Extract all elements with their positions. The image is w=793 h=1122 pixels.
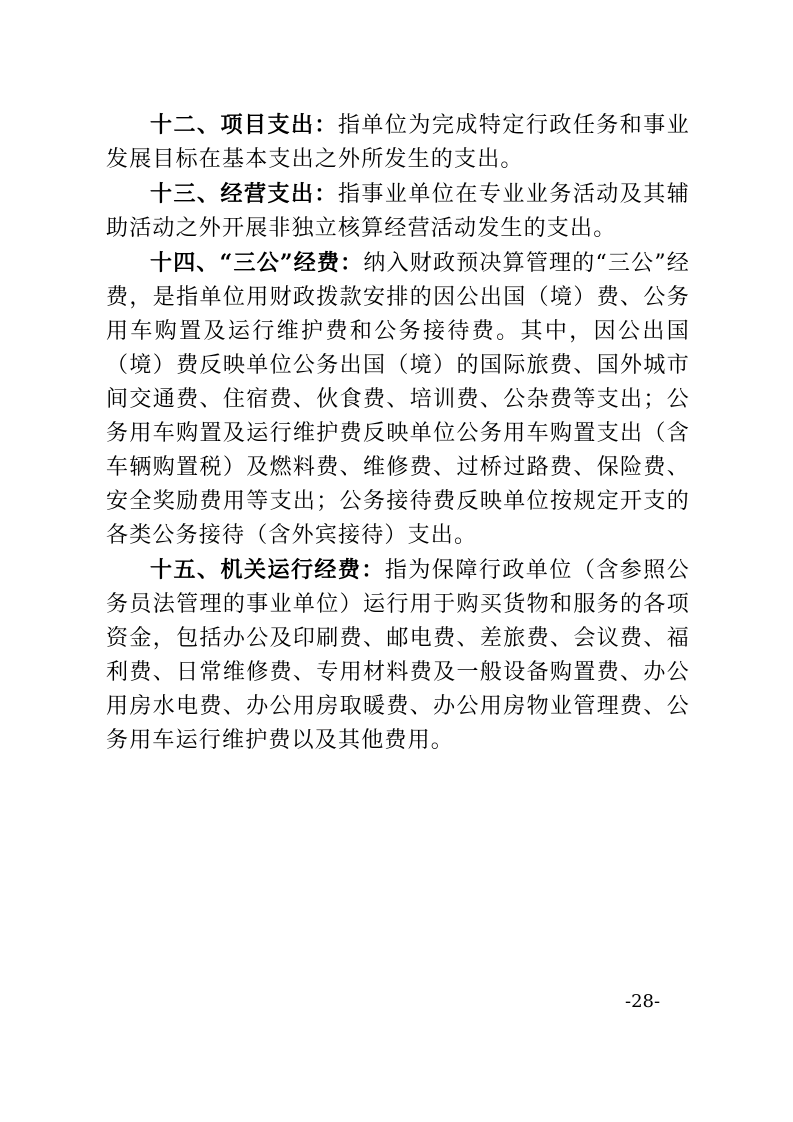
term-three-public-expenses: 十四、“三公”经费： [150, 250, 364, 276]
paragraph-three-public-expenses [106, 246, 690, 553]
page-number: -28- [625, 991, 661, 1012]
paragraph-operating-expenditure [106, 177, 690, 246]
term-operating-expenditure: 十三、经营支出： [150, 181, 338, 207]
document-body [106, 108, 690, 758]
definition-agency-operating-expenses: 指为保障行政单位（含参照公务员法管理的事业单位）运行用于购买货物和服务的各项资金，包括办公及印刷费、邮电费、差旅费、会议费、福利费、日常维修费、专用材料费及一般设备购置费、办公用房水电费、办公用房取暖费、办公用房物业管理费、公务用车运行维护费以及其他费用。 [106, 558, 690, 753]
term-project-expenditure: 十二、项目支出： [150, 112, 338, 138]
paragraph-project-expenditure [106, 108, 690, 177]
paragraph-agency-operating-expenses [106, 553, 690, 758]
definition-operating-expenditure: 指事业单位在专业业务活动及其辅助活动之外开展非独立核算经营活动发生的支出。 [106, 182, 690, 241]
definition-three-public-expenses: 纳入财政预决算管理的“三公”经费，是指单位用财政拨款安排的因公出国（境）费、公务用车购置及运行维护费和公务接待费。其中，因公出国（境）费反映单位公务出国（境）的国际旅费、国外城市间交通费、住宿费、伙食费、培训费、公杂费等支出；公务用车购置及运行维护费反映单位公务用车购置支出（含车辆购置税）及燃料费、维修费、过桥过路费、保险费、安全奖励费用等支出；公务接待费反映单位按规定开支的各类公务接待（含外宾接待）支出。 [106, 251, 690, 548]
definition-project-expenditure: 指单位为完成特定行政任务和事业发展目标在基本支出之外所发生的支出。 [106, 113, 690, 172]
term-agency-operating-expenses: 十五、机关运行经费： [150, 557, 385, 583]
